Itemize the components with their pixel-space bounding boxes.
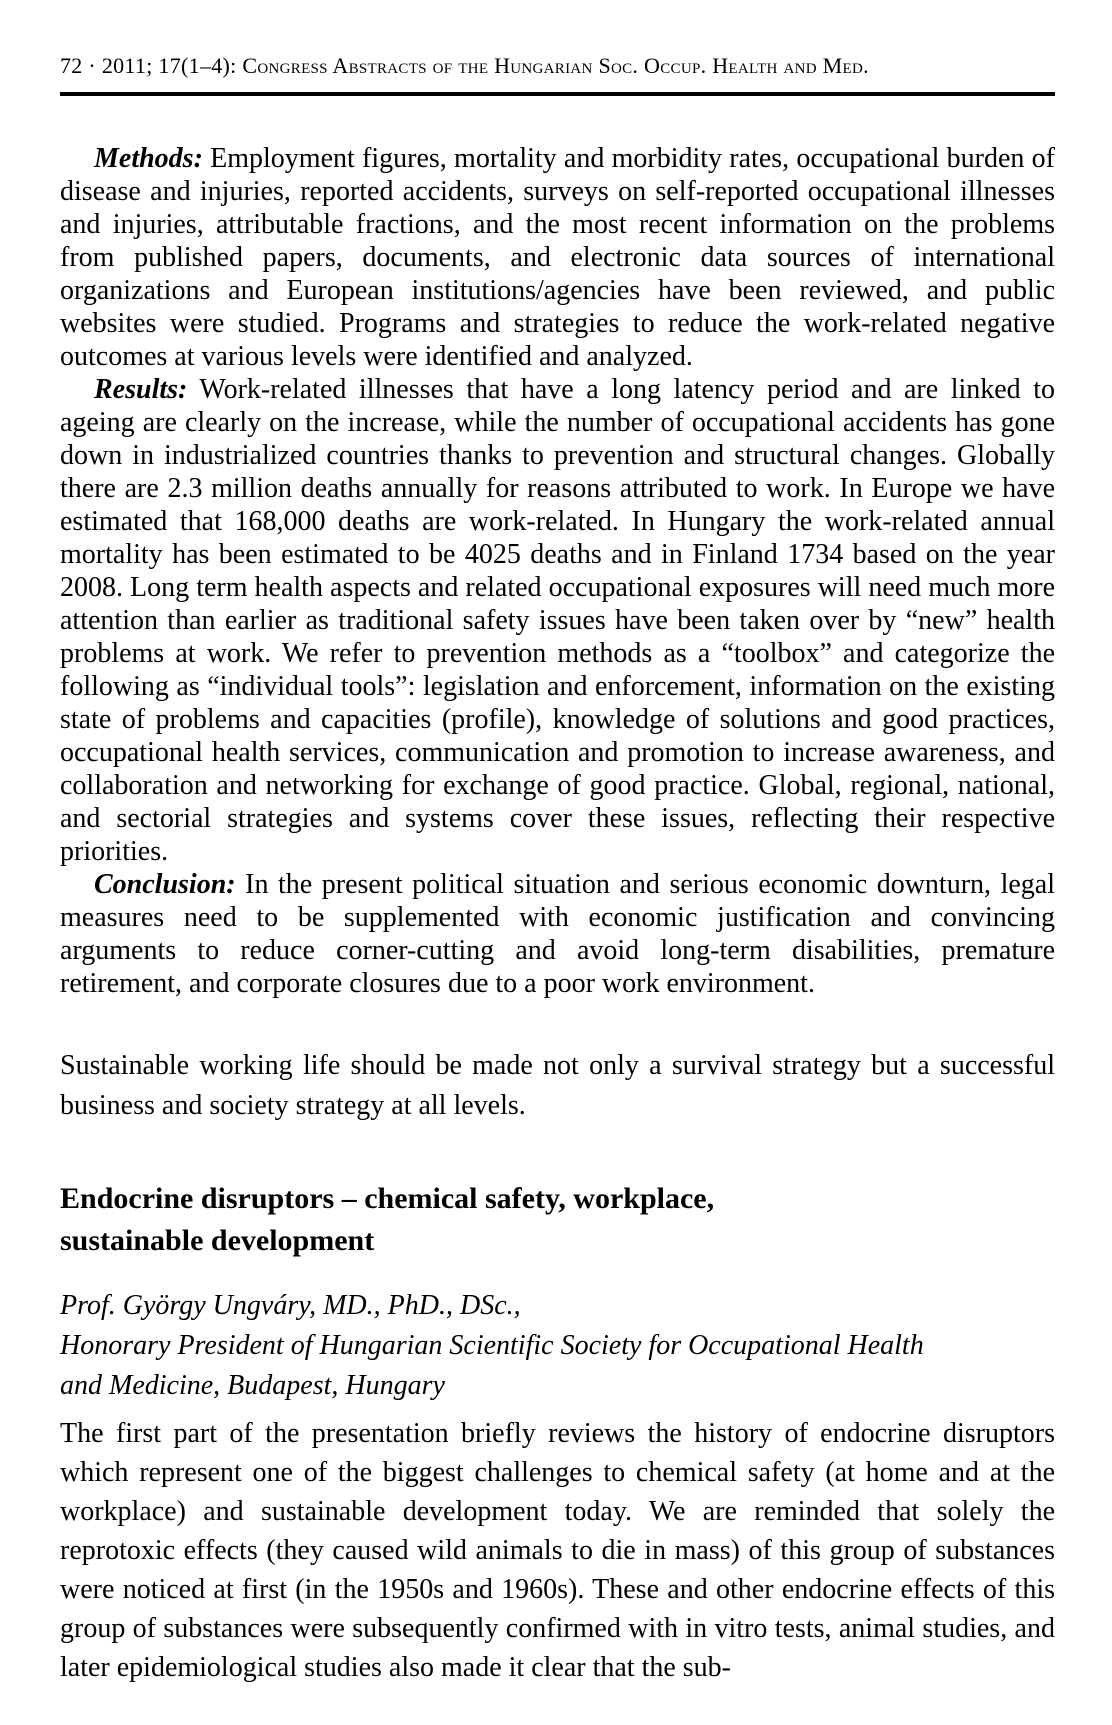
methods-paragraph <box>60 142 1055 373</box>
results-label: Results: <box>94 374 188 405</box>
author-affiliation-line-1: Honorary President of Hungarian Scientific Society for Occupational Health <box>60 1330 924 1361</box>
abstract-title <box>60 1178 1055 1262</box>
page-number-citation: 72 · 2011; 17(1–4): <box>60 53 243 78</box>
conclusion-label: Conclusion: <box>94 869 236 900</box>
author-affiliation-line-2: and Medicine, Budapest, Hungary <box>60 1370 445 1401</box>
methods-label: Methods: <box>94 143 203 174</box>
author-block <box>60 1286 1055 1406</box>
abstract-title-line-1: Endocrine disruptors – chemical safety, workplace, <box>60 1182 715 1215</box>
header-rule <box>60 92 1055 96</box>
conclusion-text: In the present political situation and serious economic downturn, legal measures need to be supplemented with economic justification and convincing arguments to reduce corner-cutting and avoid long-term disabilities, premature retirement, and corporate closures due to a poor work environment. <box>60 869 1055 999</box>
page-header <box>60 52 1055 96</box>
closing-statement: Sustainable working life should be made not only a survival strategy but a successful business and society strategy at all levels. <box>60 1050 1055 1121</box>
conclusion-paragraph <box>60 868 1055 1000</box>
author-name: Prof. György Ungváry, MD., PhD., DSc., <box>60 1290 521 1321</box>
results-paragraph <box>60 373 1055 868</box>
results-text: Work-related illnesses that have a long latency period and are linked to ageing are clearly on the increase, while the number of occupational accidents has gone down in industrialized countries thanks to prevention and structural changes. Globally there are 2.3 million deaths annually for reasons attributed to work. In Europe we have estimated that 168,000 deaths are work-related. In Hungary the work-related annual mortality has been estimated to be 4025 deaths and in Finland 1734 based on the year 2008. Long term health aspects and related occupational exposures will need much more attention than earlier as traditional safety issues have been taken over by “new” health problems at work. We refer to prevention methods as a “toolbox” and categorize the following as “individual tools”: legislation and enforcement, information on the existing state of problems and capacities (profile), knowledge of solutions and good practices, occupational health services, communication and promotion to increase awareness, and collaboration and networking for exchange of good practice. Global, regional, national, and sectorial strategies and systems cover these issues, reflecting their respective priorities. <box>60 374 1055 867</box>
abstract-body-paragraph: The first part of the presentation briefly reviews the history of endocrine disruptors which represent one of the biggest challenges to chemical safety (at home and at the workplace) and sustainable development today. We are reminded that solely the reprotoxic effects (they caused wild animals to die in mass) of this group of substances were noticed at first (in the 1950s and 1960s). These and other endocrine effects of this group of substances were subsequently confirmed with in vitro tests, animal studies, and later epidemiological studies also made it clear that the sub- <box>60 1418 1055 1683</box>
journal-title: Congress Abstracts of the Hungarian Soc. Occup. Health and Med. <box>242 53 869 78</box>
running-head <box>60 52 1055 80</box>
abstract-content <box>60 142 1055 1687</box>
abstract-title-line-2: sustainable development <box>60 1224 375 1257</box>
methods-text: Employment figures, mortality and morbidity rates, occupational burden of disease and injuries, reported accidents, surveys on self-reported occupational illnesses and injuries, attributable fractions, and the most recent information on the problems from published papers, documents, and electronic data sources of international organizations and European institutions/agencies have been reviewed, and public websites were studied. Programs and strategies to reduce the work-related negative outcomes at various levels were identified and analyzed. <box>60 143 1055 372</box>
